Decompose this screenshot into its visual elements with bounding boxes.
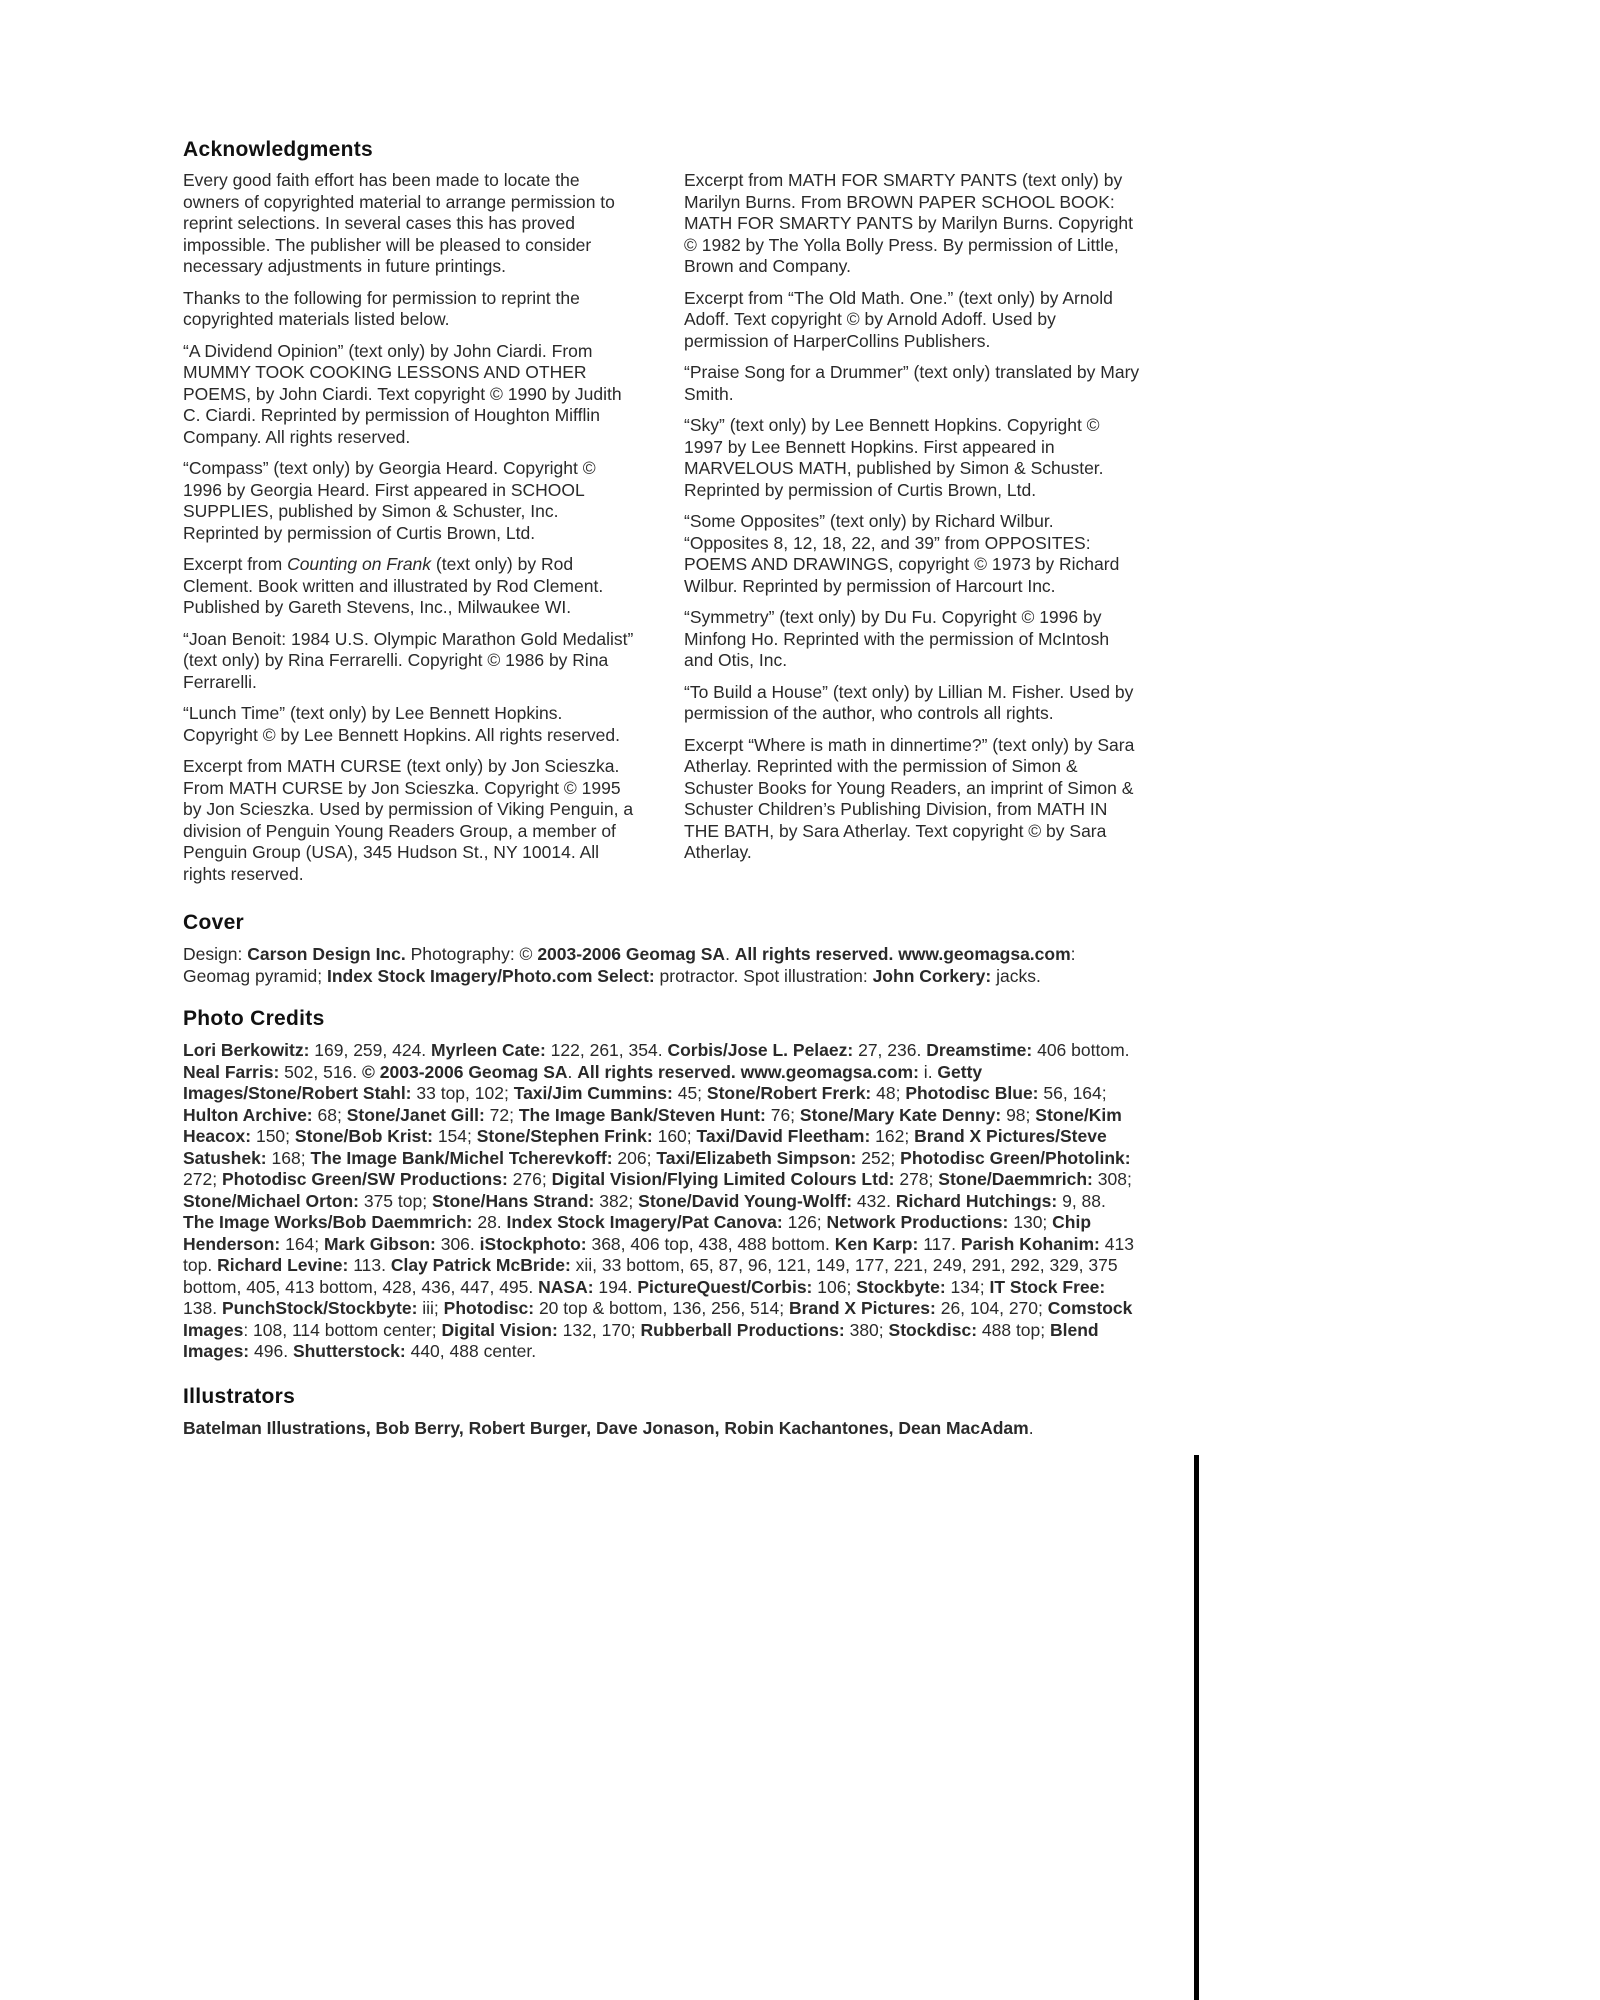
- text-run: 134;: [945, 1276, 990, 1297]
- text-run: Photodisc Green/Photolink:: [900, 1147, 1131, 1168]
- text-run: © 2003-2006 Geomag SA: [362, 1061, 568, 1082]
- text-run: : Geomag pyramid;: [183, 944, 1076, 986]
- text-run: 138.: [183, 1298, 222, 1318]
- acknowledgments-right-column: [684, 170, 1140, 895]
- text-run: .: [725, 944, 735, 964]
- text-run: jacks.: [991, 965, 1041, 986]
- text-run: 56, 164;: [1038, 1083, 1107, 1103]
- text-run: Stone/David Young-Wolff:: [638, 1190, 853, 1211]
- text-run: John Corkery:: [872, 965, 992, 986]
- text-run: 308;: [1092, 1169, 1132, 1189]
- acknowledgment-paragraph: [183, 756, 639, 885]
- text-run: All rights reserved. www.geomagsa.com:: [577, 1061, 919, 1082]
- text-run: Excerpt from MATH CURSE (text only) by Jon Scieszka. From MATH CURSE by Jon Scieszka. Copyright © 1995 by Jon Scieszka. Used by permission of Viking Penguin, a division of Penguin Young Readers Group, a member of Penguin Group (USA), 345 Hudson St., NY 10014. All rights reserved.: [183, 756, 634, 884]
- acknowledgments-page: [183, 138, 1140, 1439]
- text-run: 496.: [249, 1341, 293, 1361]
- cover-credits-paragraph: [183, 944, 1140, 987]
- acknowledgment-paragraph: [684, 288, 1140, 353]
- text-run: PunchStock/Stockbyte:: [221, 1298, 418, 1318]
- text-run: 375 top;: [358, 1190, 432, 1211]
- text-run: Taxi/Elizabeth Simpson:: [656, 1147, 857, 1168]
- acknowledgments-heading: Acknowledgments: [183, 138, 374, 161]
- text-run: 162;: [870, 1126, 915, 1146]
- text-run: Mark Gibson:: [324, 1233, 436, 1254]
- acknowledgment-paragraph: [183, 170, 639, 278]
- text-run: Ken Karp:: [834, 1233, 919, 1254]
- text-run: Photography: ©: [405, 944, 538, 964]
- text-run: 33 top, 102;: [411, 1083, 514, 1103]
- text-run: Excerpt from “The Old Math. One.” (text only) by Arnold Adoff. Text copyright © by Arnold Adoff. Used by permission of HarperCollins Publishers.: [684, 287, 1113, 351]
- text-run: (text only) by Rod Clement. Book written and illustrated by Rod Clement. Published by Gareth Stevens, Inc., Milwaukee WI.: [183, 554, 604, 617]
- text-run: “Joan Benoit: 1984 U.S. Olympic Marathon Gold Medalist” (text only) by Rina Ferrarelli. Copyright © 1986 by Rina Ferrarelli.: [183, 628, 634, 692]
- text-run: Index Stock Imagery/Pat Canova:: [506, 1212, 783, 1232]
- text-run: 278;: [894, 1169, 939, 1189]
- text-run: 164;: [280, 1233, 325, 1254]
- cover-heading: Cover: [183, 911, 245, 934]
- text-run: 488 top;: [977, 1319, 1050, 1340]
- text-run: 106;: [812, 1276, 857, 1297]
- cover-section: [183, 911, 1140, 987]
- text-run: 122, 261, 354.: [545, 1040, 668, 1060]
- acknowledgment-paragraph: [684, 362, 1140, 405]
- text-run: Myrleen Cate:: [431, 1040, 546, 1060]
- text-run: 132, 170;: [557, 1319, 641, 1340]
- text-run: 272;: [183, 1169, 222, 1189]
- text-run: “Sky” (text only) by Lee Bennett Hopkins. Copyright © 1997 by Lee Bennett Hopkins. First appeared in MARVELOUS MATH, published by Simon & Schuster. Reprinted by permission of Curtis Brown, Ltd.: [684, 415, 1104, 500]
- illustrators-section: [183, 1385, 1140, 1440]
- text-run: “To Build a House” (text only) by Lillian M. Fisher. Used by permission of the author, who controls all rights.: [684, 681, 1134, 723]
- text-run: Stone/Stephen Frink:: [476, 1126, 653, 1146]
- acknowledgment-paragraph: [183, 703, 639, 746]
- acknowledgment-paragraph: [183, 341, 639, 449]
- text-run: Brand X Pictures/Steve Satushek:: [183, 1126, 1107, 1168]
- acknowledgment-paragraph: [183, 288, 639, 331]
- acknowledgments-columns: [183, 170, 1140, 895]
- photo-credits-section: [183, 1007, 1140, 1363]
- text-run: Photodisc:: [443, 1298, 535, 1318]
- text-run: 252;: [856, 1147, 901, 1168]
- text-run: Network Productions:: [826, 1212, 1009, 1232]
- text-run: The Image Bank/Steven Hunt:: [518, 1104, 766, 1125]
- text-run: 9, 88.: [1057, 1190, 1106, 1211]
- acknowledgments-section: [183, 138, 1140, 895]
- text-run: Hulton Archive:: [183, 1104, 313, 1125]
- text-run: 440, 488 center.: [405, 1341, 537, 1361]
- text-run: Lori Berkowitz:: [183, 1040, 310, 1060]
- text-run: Stone/Hans Strand:: [431, 1190, 595, 1211]
- text-run: Stone/Michael Orton:: [183, 1190, 359, 1211]
- text-run: Comstock Images: [183, 1298, 1133, 1340]
- text-run: xii, 33 bottom, 65, 87, 96, 121, 149, 177, 221, 249, 291, 292, 329, 375 bottom, 405, 413 bottom, 428, 436, 447, 495.: [183, 1255, 1118, 1297]
- text-run: 130;: [1008, 1212, 1053, 1232]
- text-run: Neal Farris:: [183, 1061, 280, 1082]
- text-run: Photodisc Blue:: [905, 1083, 1039, 1103]
- text-run: 76;: [765, 1104, 800, 1125]
- text-run: Stone/Janet Gill:: [346, 1104, 485, 1125]
- text-run: i.: [918, 1061, 938, 1082]
- text-run: 48;: [871, 1083, 906, 1103]
- text-run: Stockdisc:: [888, 1319, 978, 1340]
- text-run: 413 top.: [183, 1233, 1134, 1275]
- text-run: Stone/Kim Heacox:: [183, 1104, 1122, 1146]
- text-run: Excerpt “Where is math in dinnertime?” (text only) by Sara Atherlay. Reprinted with the permission of Simon & Schuster Books for Young Readers, an imprint of Simon & Schuster Children’s Publishing Division, from MATH IN THE BATH, by Sara Atherlay. Text copyright © by Sara Atherlay.: [684, 734, 1135, 862]
- text-run: 98;: [1001, 1104, 1036, 1125]
- text-run: Stone/Robert Frerk:: [706, 1083, 872, 1103]
- text-run: IT Stock Free:: [989, 1276, 1106, 1297]
- text-run: 45;: [672, 1083, 707, 1103]
- text-run: Counting on Frank: [287, 554, 432, 574]
- text-run: 380;: [844, 1319, 889, 1340]
- text-run: NASA:: [538, 1276, 594, 1297]
- illustrators-heading: Illustrators: [183, 1384, 296, 1408]
- text-run: Excerpt from MATH FOR SMARTY PANTS (text only) by Marilyn Burns. From BROWN PAPER SCHOOL BOOK: MATH FOR SMARTY PANTS by Marilyn Burns. Copyright © 1982 by The Yolla Bolly Press. By permission of Little, Brown and Company.: [684, 170, 1133, 276]
- acknowledgment-paragraph: [684, 682, 1140, 725]
- text-run: 194.: [593, 1276, 638, 1297]
- text-run: 502, 516.: [279, 1061, 363, 1082]
- text-run: 154;: [432, 1126, 477, 1146]
- text-run: iii;: [417, 1298, 444, 1318]
- text-run: Index Stock Imagery/Photo.com Select:: [326, 965, 655, 986]
- illustrators-paragraph: [183, 1418, 1140, 1440]
- text-run: 27, 236.: [853, 1040, 927, 1060]
- acknowledgment-paragraph: [684, 170, 1140, 278]
- text-run: Clay Patrick McBride:: [390, 1255, 571, 1275]
- text-run: Taxi/David Fleetham:: [696, 1126, 871, 1146]
- text-run: Corbis/Jose L. Pelaez:: [667, 1040, 854, 1060]
- text-run: Brand X Pictures:: [788, 1298, 936, 1318]
- text-run: 126;: [782, 1212, 827, 1232]
- text-run: 160;: [652, 1126, 697, 1146]
- text-run: “Symmetry” (text only) by Du Fu. Copyright © 1996 by Minfong Ho. Reprinted with the permission of McIntosh and Otis, Inc.: [684, 607, 1110, 670]
- text-run: iStockphoto:: [479, 1233, 587, 1254]
- text-run: Chip Henderson:: [183, 1212, 1092, 1254]
- page-edge-artifact: [1194, 1455, 1199, 2000]
- text-run: 20 top & bottom, 136, 256, 514;: [534, 1298, 789, 1318]
- text-run: 68;: [312, 1104, 347, 1125]
- text-run: Stone/Daemmrich:: [938, 1169, 1093, 1189]
- text-run: 168;: [266, 1147, 311, 1168]
- text-run: .: [567, 1061, 578, 1082]
- text-run: 206;: [612, 1147, 657, 1168]
- text-run: 28.: [472, 1212, 507, 1232]
- acknowledgment-paragraph: [684, 735, 1140, 864]
- text-run: Photodisc Green/SW Productions:: [221, 1169, 508, 1189]
- text-run: Richard Levine:: [217, 1255, 349, 1275]
- text-run: 169, 259, 424.: [309, 1040, 432, 1060]
- photo-credits-heading: Photo Credits: [183, 1007, 325, 1030]
- text-run: Excerpt from: [183, 554, 288, 574]
- text-run: 117.: [918, 1233, 961, 1254]
- text-run: 432.: [852, 1190, 896, 1211]
- text-run: Richard Hutchings:: [895, 1190, 1058, 1211]
- text-run: Dreamstime:: [926, 1040, 1033, 1060]
- text-run: Rubberball Productions:: [640, 1319, 845, 1340]
- photo-credits-paragraph: [183, 1040, 1140, 1363]
- text-run: 368, 406 top, 438, 488 bottom.: [586, 1233, 835, 1254]
- text-run: “Praise Song for a Drummer” (text only) translated by Mary Smith.: [684, 362, 1140, 404]
- text-run: “A Dividend Opinion” (text only) by John Ciardi. From MUMMY TOOK COOKING LESSONS AND OTHER POEMS, by John Ciardi. Text copyright © 1990 by Judith C. Ciardi. Reprinted by permission of Houghton Mifflin Company. All rights reserved.: [183, 340, 622, 447]
- text-run: 306.: [435, 1233, 480, 1254]
- acknowledgment-paragraph: [684, 511, 1140, 597]
- text-run: Getty Images/Stone/Robert Stahl:: [183, 1061, 983, 1103]
- text-run: Carson Design Inc.: [247, 944, 406, 964]
- text-run: 2003-2006 Geomag SA: [537, 944, 726, 964]
- text-run: .: [1028, 1417, 1034, 1438]
- text-run: Stone/Bob Krist:: [294, 1126, 433, 1146]
- text-run: Parish Kohanim:: [960, 1233, 1100, 1254]
- text-run: Thanks to the following for permission to reprint the copyrighted materials listed below.: [183, 287, 580, 329]
- text-run: Design:: [183, 944, 248, 964]
- text-run: protractor. Spot illustration:: [654, 965, 873, 986]
- text-run: 26, 104, 270;: [935, 1298, 1048, 1318]
- text-run: “Some Opposites” (text only) by Richard Wilbur. “Opposites 8, 12, 18, 22, and 39” from OPPOSITES: POEMS AND DRAWINGS, copyright © 1973 by Richard Wilbur. Reprinted by permission of Harcourt Inc.: [684, 511, 1120, 596]
- text-run: “Compass” (text only) by Georgia Heard. Copyright © 1996 by Georgia Heard. First appeared in SCHOOL SUPPLIES, published by Simon & Schuster, Inc. Reprinted by permission of Curtis Brown, Ltd.: [183, 458, 596, 543]
- text-run: The Image Works/Bob Daemmrich:: [183, 1212, 473, 1232]
- text-run: : 108, 114 bottom center;: [243, 1319, 442, 1340]
- acknowledgment-paragraph: [183, 629, 639, 694]
- text-run: Batelman Illustrations, Bob Berry, Robert Burger, Dave Jonason, Robin Kachantones, Dean MacAdam: [183, 1417, 1029, 1438]
- text-run: 406 bottom.: [1032, 1040, 1130, 1060]
- text-run: The Image Bank/Michel Tcherevkoff:: [310, 1147, 613, 1168]
- text-run: Every good faith effort has been made to locate the owners of copyrighted material to arrange permission to reprint selections. In several cases this has proved impossible. The publisher will be pleased to consider necessary adjustments in future printings.: [183, 170, 615, 276]
- acknowledgment-paragraph: [183, 554, 639, 619]
- acknowledgment-paragraph: [684, 607, 1140, 672]
- text-run: 72;: [484, 1104, 519, 1125]
- text-run: Stone/Mary Kate Denny:: [799, 1104, 1002, 1125]
- text-run: 150;: [251, 1126, 295, 1146]
- acknowledgments-left-column: [183, 170, 639, 895]
- text-run: 113.: [348, 1255, 391, 1275]
- acknowledgment-paragraph: [183, 458, 639, 544]
- text-run: All rights reserved. www.geomagsa.com: [734, 944, 1071, 964]
- text-run: Blend Images:: [183, 1319, 1099, 1361]
- text-run: 382;: [594, 1190, 639, 1211]
- text-run: “Lunch Time” (text only) by Lee Bennett Hopkins. Copyright © by Lee Bennett Hopkins. All rights reserved.: [183, 703, 621, 745]
- text-run: 276;: [507, 1169, 552, 1189]
- text-run: Digital Vision:: [441, 1319, 558, 1340]
- text-run: PictureQuest/Corbis:: [637, 1276, 813, 1297]
- text-run: Taxi/Jim Cummins:: [513, 1083, 673, 1103]
- text-run: Digital Vision/Flying Limited Colours Ltd:: [551, 1169, 895, 1189]
- acknowledgment-paragraph: [684, 415, 1140, 501]
- text-run: Stockbyte:: [856, 1276, 946, 1297]
- text-run: Shutterstock:: [292, 1341, 406, 1361]
